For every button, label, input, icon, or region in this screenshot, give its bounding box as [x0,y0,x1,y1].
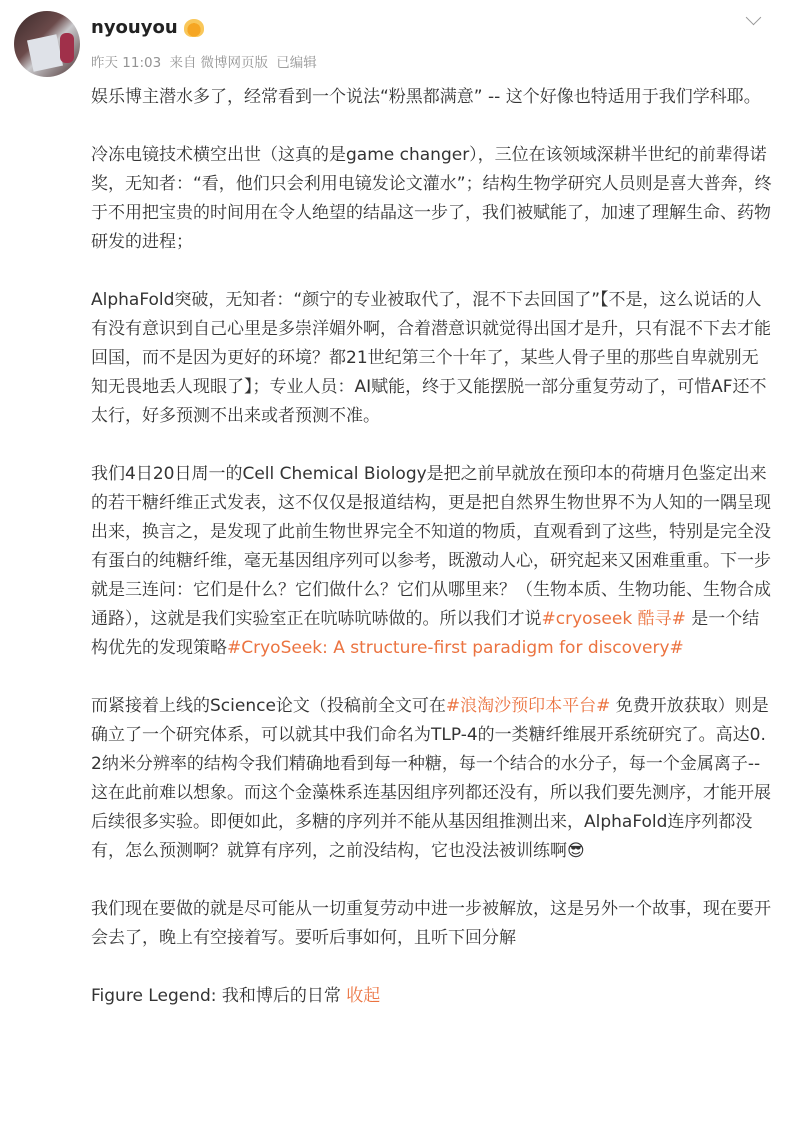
hashtag-link[interactable]: 收起 [346,986,381,1006]
avatar[interactable] [14,11,80,77]
post-time[interactable]: 昨天 11:03 [91,55,162,71]
post-meta [91,51,321,71]
avatar-photo-detail [60,33,74,63]
paragraph-text: Figure Legend: 我和博后的日常 [91,986,347,1006]
paragraph-text: 我们现在要做的就是尽可能从一切重复劳动中进一步被解放，这是另外一个故事，现在要开会去了，晚上有空接着写。要听后事如何，且听下回分解 [91,899,771,948]
hashtag-link[interactable]: #cryoseek 酷寻# [541,609,686,629]
paragraph-text: AlphaFold突破，无知者：“颜宁的专业被取代了，混不下去回国了”【不是，这么说话的人有没有意识到自己心里是多崇洋媚外啊，合着潜意识就觉得出国才是升，只有混不下去才能回国，而不是因为更好的环境？都21世纪第三个十年了，某些人骨子里的那些自卑就别无知无畏地丢人现眼了】；专业人员：AI赋能，终于又能摆脱一部分重复劳动了，可惜AF还不太行，好多预测不出来或者预测不准。 [91,290,771,426]
post-paragraph [91,692,773,866]
edited-label[interactable]: 已编辑 [276,55,317,71]
post-paragraph [91,83,773,112]
paragraph-text: 娱乐博主潜水多了，经常看到一个说法“粉黑都满意” -- 这个好像也特适用于我们学科耶。 [91,87,761,107]
paragraph-text: 免费开放获取）则是确立了一个研究体系，可以就其中我们命名为TLP-4的一类糖纤维展开系统研究了。高达0.2纳米分辨率的结构令我们精确地看到每一种糖，每一个结合的水分子，每一个金属离子--这在此前难以想象。而这个金藻株系连基因组序列都还没有，所以我们要先测序，才能开展后续很多实验。即便如此，多糖的序列并不能从基因组推测出来，AlphaFold连序列都没有，怎么预测啊？就算有序列，之前没结构，它也没法被训练啊😎 [91,696,771,861]
paragraph-text: 我们4日20日周一的Cell Chemical Biology是把之前早就放在预印本的荷塘月色鉴定出来的若干糖纤维正式发表，这不仅仅是报道结构，更是把自然界生物世界不为人知的一隅呈现出来，换言之，是发现了此前生物世界完全不知道的物质，直观看到了这些，特别是完全没有蛋白的纯糖纤维，毫无基因组序列可以参考，既激动人心，研究起来又困难重重。下一步就是三连问：它们是什么？它们做什么？它们从哪里来？（生物本质、生物功能、生物合成通路），这就是我们实验室正在吭哧吭哧做的。所以我们才说 [91,464,771,629]
verified-badge-icon[interactable] [184,19,204,37]
post-paragraph [91,141,773,257]
paragraph-text: 而紧接着上线的Science论文（投稿前全文可在 [91,696,446,716]
hashtag-link[interactable]: #浪淘沙预印本平台# [445,696,611,716]
source-link[interactable]: 微博网页版 [200,55,268,71]
post-paragraph [91,895,773,953]
post-paragraph [91,460,773,663]
username-link[interactable]: nyouyou [91,17,178,38]
post-paragraph [91,982,773,1011]
paragraph-text: 是一个结构优先的发现策略 [91,609,760,658]
username-row [91,17,204,38]
post-paragraph [91,286,773,431]
paragraph-text: 冷冻电镜技术横空出世（这真的是game changer），三位在该领域深耕半世纪的前辈得诺奖，无知者：“看，他们只会利用电镜发论文灌水”；结构生物学研究人员则是喜大普奔，终于不用把宝贵的时间用在令人绝望的结晶这一步了，我们被赋能了，加速了理解生命、药物研发的进程； [91,145,772,252]
chevron-down-icon[interactable] [746,10,762,26]
hashtag-link[interactable]: #CryoSeek: A structure-first paradigm for discovery# [227,638,684,658]
avatar-photo-detail [27,34,63,72]
source-prefix: 来自 [169,55,197,71]
post-content [91,83,773,1040]
